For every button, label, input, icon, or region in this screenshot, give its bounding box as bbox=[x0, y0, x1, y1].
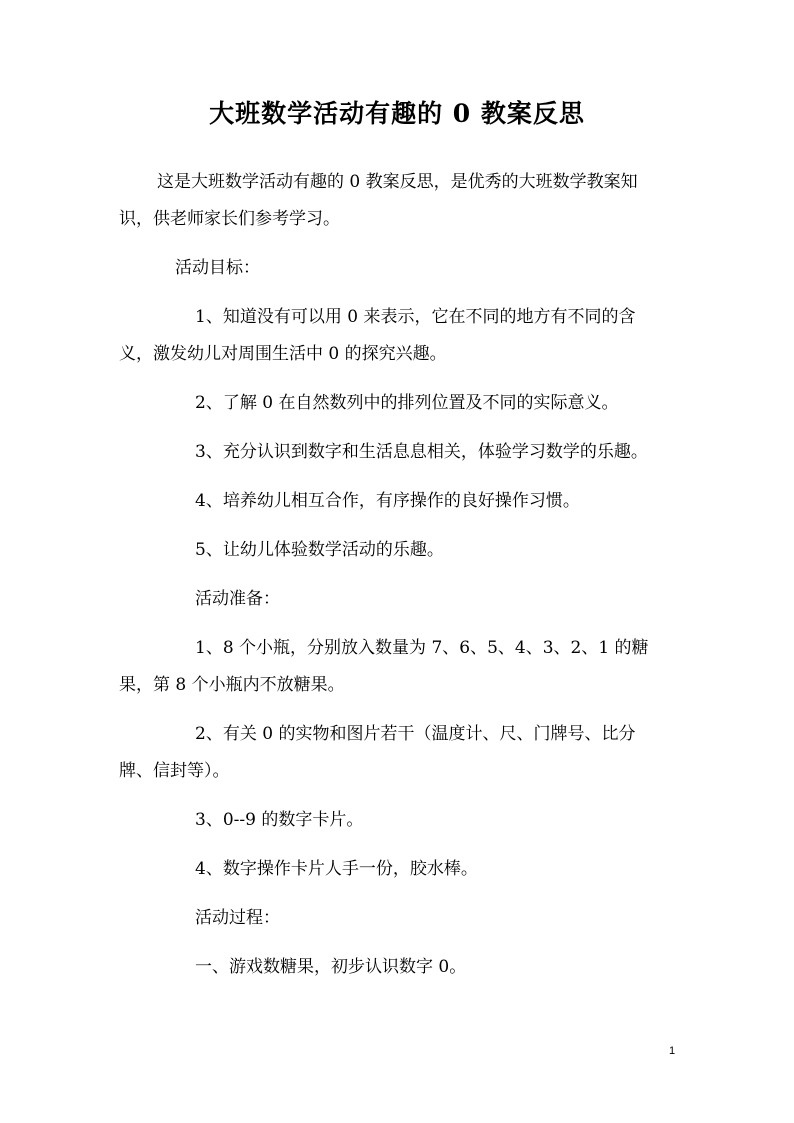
paragraph-line: 2、有关 0 的实物和图片若干（温度计、尺、门牌号、比分 bbox=[195, 724, 636, 744]
paragraph-line: 5、让幼儿体验数学活动的乐趣。 bbox=[195, 540, 444, 560]
section-heading-preparation bbox=[119, 581, 679, 618]
paragraph-line: 义，激发幼儿对周围生活中 0 的探究兴趣。 bbox=[119, 344, 447, 364]
section-heading: 活动过程： bbox=[195, 908, 280, 928]
goal-item-3 bbox=[119, 434, 679, 471]
prep-item-3 bbox=[119, 802, 679, 839]
paragraph-line: 一、游戏数糖果，初步认识数字 0。 bbox=[195, 957, 467, 977]
prep-item-1 bbox=[119, 630, 679, 704]
paragraph-line: 3、充分认识到数字和生活息息相关，体验学习数学的乐趣。 bbox=[195, 442, 648, 462]
page-number: 1 bbox=[668, 1045, 676, 1057]
section-heading: 活动准备： bbox=[195, 589, 280, 609]
document-title: 大班数学活动有趣的 0 教案反思 bbox=[209, 99, 585, 128]
section-heading-process bbox=[119, 900, 679, 937]
section-heading: 活动目标： bbox=[175, 258, 260, 278]
paragraph-line: 果，第 8 个小瓶内不放糖果。 bbox=[119, 675, 345, 695]
goal-item-4 bbox=[119, 483, 679, 520]
paragraph-line: 牌、信封等）。 bbox=[119, 761, 230, 781]
goal-item-5 bbox=[119, 532, 679, 569]
intro-paragraph bbox=[119, 164, 679, 238]
document-body bbox=[119, 164, 679, 998]
paragraph-line: 1、知道没有可以用 0 来表示，它在不同的地方有不同的含 bbox=[195, 307, 636, 327]
paragraph-line: 这是大班数学活动有趣的 0 教案反思，是优秀的大班数学教案知 bbox=[157, 172, 638, 192]
paragraph-line: 1、8 个小瓶，分别放入数量为 7、6、5、4、3、2、1 的糖 bbox=[195, 638, 649, 658]
process-step-1 bbox=[119, 949, 679, 986]
paragraph-line: 4、培养幼儿相互合作，有序操作的良好操作习惯。 bbox=[195, 491, 580, 511]
goal-item-2 bbox=[119, 385, 679, 422]
goal-item-1 bbox=[119, 299, 679, 373]
prep-item-4 bbox=[119, 851, 679, 888]
prep-item-2 bbox=[119, 716, 679, 790]
section-heading-goals bbox=[119, 250, 679, 287]
paragraph-line: 识，供老师家长们参考学习。 bbox=[119, 209, 340, 229]
paragraph-line: 4、数字操作卡片人手一份，胶水棒。 bbox=[195, 859, 478, 879]
paragraph-line: 2、了解 0 在自然数列中的排列位置及不同的实际意义。 bbox=[195, 393, 619, 413]
paragraph-line: 3、0--9 的数字卡片。 bbox=[195, 810, 364, 830]
